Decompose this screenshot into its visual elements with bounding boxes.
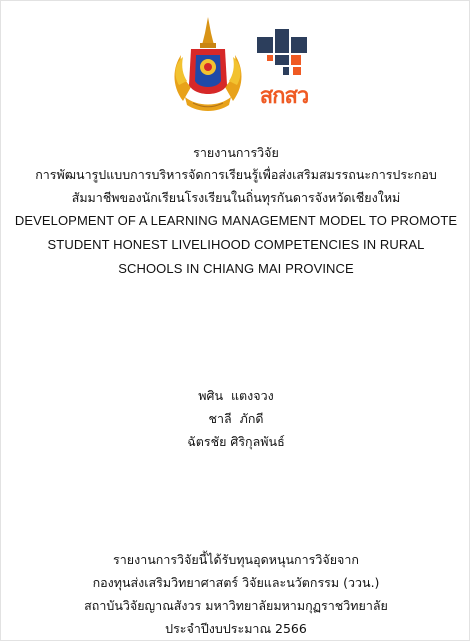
university-seal-icon <box>169 15 247 113</box>
funding-line-2: กองทุนส่งเสริมวิทยาศาสตร์ วิจัยและนวัตกรรม (ววน.) <box>92 575 380 590</box>
thai-title-line-2: สัมมาชีพของนักเรียนโรงเรียนในถิ่นทุรกันดารจังหวัดเชียงใหม่ <box>71 190 401 205</box>
thai-title-line-1: การพัฒนารูปแบบการบริหารจัดการเรียนรู้เพื่อส่งเสริมสมรรถนะการประกอบ <box>35 167 437 182</box>
tsri-logo-icon <box>253 27 315 85</box>
tsri-logo <box>253 27 315 111</box>
english-title-line-1: DEVELOPMENT OF A LEARNING MANAGEMENT MODEL TO PROMOTE <box>14 213 458 228</box>
funding-line-1: รายงานการวิจัยนี้ได้รับทุนอุดหนุนการวิจัยจาก <box>113 552 359 567</box>
english-title-line-2: STUDENT HONEST LIVELIHOOD COMPETENCIES IN RURAL <box>47 237 425 252</box>
tsri-block <box>257 37 273 53</box>
author-3: ฉัตรชัย ศิริกุลพันธ์ <box>187 434 285 449</box>
author-1: พศิน แตงจวง <box>198 388 274 403</box>
english-title-line-3: SCHOOLS IN CHIANG MAI PROVINCE <box>118 261 354 276</box>
report-label: รายงานการวิจัย <box>193 145 279 160</box>
funding-line-3: สถาบันวิจัยญาณสังวร มหาวิทยาลัยมหามกุฏราชวิทยาลัย <box>84 598 388 613</box>
author-2: ชาลี ภักดี <box>208 411 264 426</box>
logo-row <box>1 13 470 113</box>
tsri-wordmark: สกสว <box>259 84 309 109</box>
funding-line-4: ประจำปีงบประมาณ 2566 <box>165 621 307 636</box>
